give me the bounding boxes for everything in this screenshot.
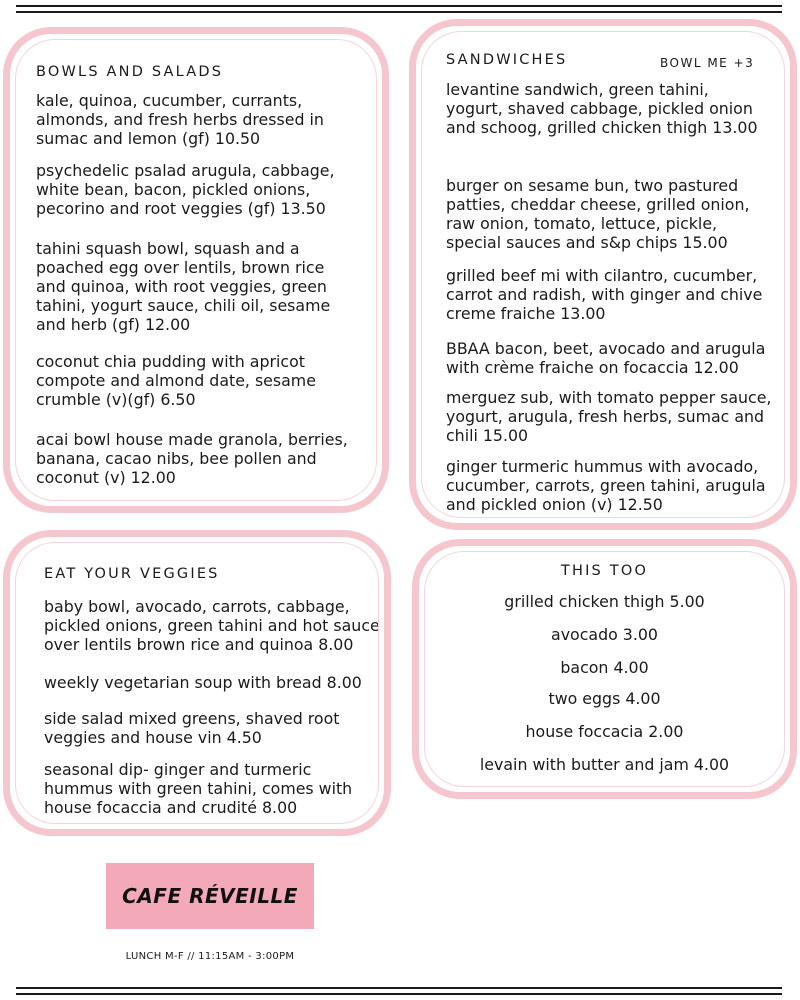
top-rule-1	[16, 5, 782, 7]
menu-item: side salad mixed greens, shaved root veggies and house vin 4.50	[44, 709, 340, 747]
bowl-me-note: BOWL ME +3	[660, 56, 755, 70]
menu-item: baby bowl, avocado, carrots, cabbage, pickled onions, green tahini and hot sauce over lentils brown rice and quinoa 8.00	[44, 597, 380, 654]
bottom-rule-1	[16, 987, 782, 989]
section-heading: EAT YOUR VEGGIES	[44, 566, 220, 582]
this-too-section	[412, 539, 797, 799]
top-rule-2	[16, 11, 782, 13]
menu-item: weekly vegetarian soup with bread 8.00	[44, 673, 362, 692]
menu-item: kale, quinoa, cucumber, currants, almonds, and fresh herbs dressed in sumac and lemon (gf) 10.50	[36, 91, 324, 148]
bowls-and-salads-section	[3, 27, 389, 513]
menu-item: levantine sandwich, green tahini, yogurt, shaved cabbage, pickled onion and schoog, grilled chicken thigh 13.00	[446, 80, 758, 137]
section-heading: BOWLS AND SALADS	[36, 64, 224, 80]
menu-item: seasonal dip- ginger and turmeric hummus with green tahini, comes with house focaccia and crudité 8.00	[44, 760, 353, 817]
menu-item: merguez sub, with tomato pepper sauce, yogurt, arugula, fresh herbs, sumac and chili 15.00	[446, 388, 772, 445]
menu-item: acai bowl house made granola, berries, banana, cacao nibs, bee pollen and coconut (v) 12.00	[36, 430, 348, 487]
menu-item: bacon 4.00	[560, 658, 649, 677]
menu-item: grilled chicken thigh 5.00	[504, 592, 705, 611]
menu-item: grilled beef mi with cilantro, cucumber, carrot and radish, with ginger and chive creme fraiche 13.00	[446, 266, 763, 323]
menu-item: ginger turmeric hummus with avocado, cucumber, carrots, green tahini, arugula and pickled onion (v) 12.50	[446, 457, 766, 514]
section-heading: THIS TOO	[560, 563, 649, 579]
menu-item: avocado 3.00	[551, 625, 658, 644]
lunch-hours: LUNCH M-F // 11:15AM - 3:00PM	[125, 951, 295, 962]
menu-item: levain with butter and jam 4.00	[479, 755, 730, 774]
menu-item: burger on sesame bun, two pastured patties, cheddar cheese, grilled onion, raw onion, tomato, lettuce, pickle, special sauces and s&p chips 15.00	[446, 176, 750, 252]
cafe-name: CAFE RÉVEILLE	[122, 884, 298, 908]
menu-item: coconut chia pudding with apricot compote and almond date, sesame crumble (v)(gf) 6.50	[36, 352, 316, 409]
menu-item: tahini squash bowl, squash and a poached egg over lentils, brown rice and quinoa, with root veggies, green tahini, yogurt sauce, chili oil, sesame and herb (gf) 12.00	[36, 239, 331, 334]
menu-item: house foccacia 2.00	[525, 722, 684, 741]
menu-item: BBAA bacon, beet, avocado and arugula with crème fraiche on focaccia 12.00	[446, 339, 766, 377]
section-heading: SANDWICHES	[446, 52, 568, 68]
eat-your-veggies-section	[3, 530, 391, 836]
cafe-logo	[106, 863, 314, 929]
bottom-rule-2	[16, 993, 782, 995]
menu-item: two eggs 4.00	[548, 689, 661, 708]
sandwiches-section	[409, 19, 797, 530]
menu-item: psychedelic psalad arugula, cabbage, white bean, bacon, pickled onions, pecorino and root veggies (gf) 13.50	[36, 161, 335, 218]
